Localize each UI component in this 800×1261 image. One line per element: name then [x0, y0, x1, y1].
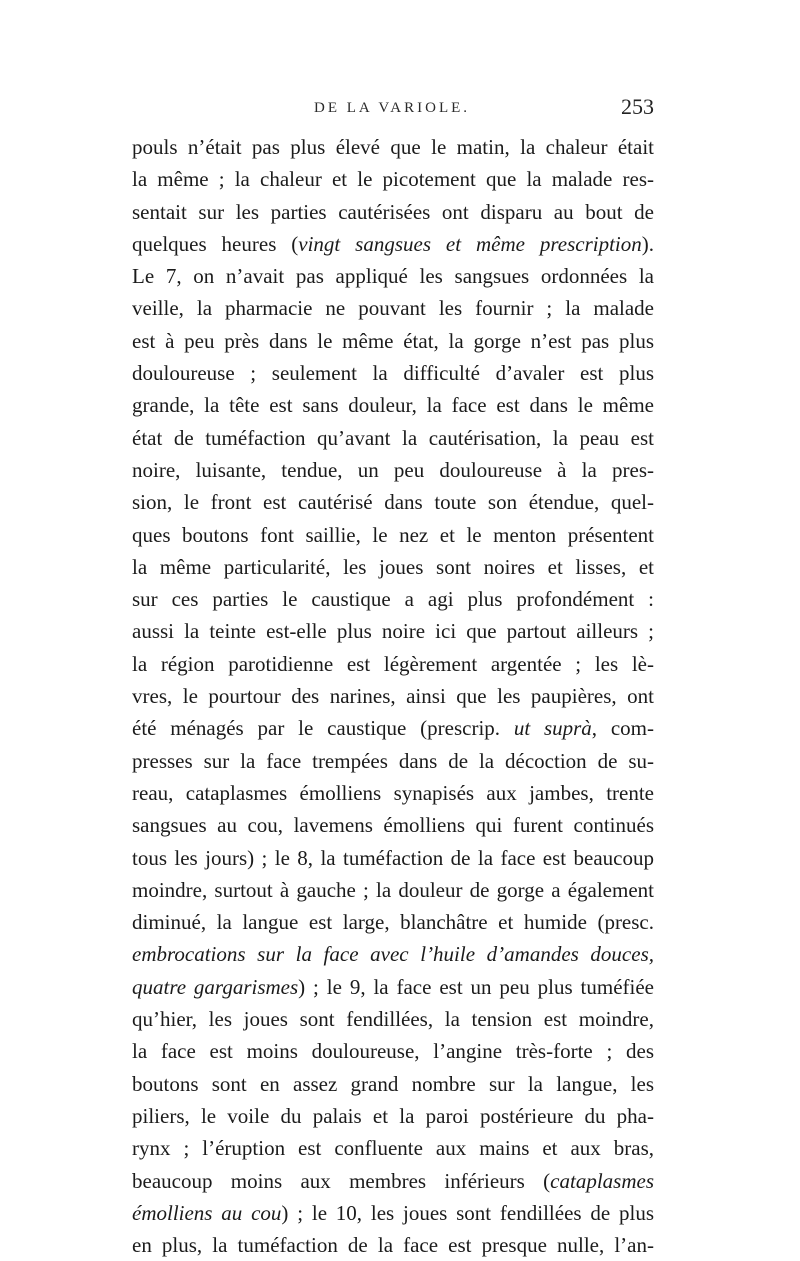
text-line [132, 680, 654, 712]
text-segment: qu’hier, les joues sont fendillées, la tension est moindre, [132, 1007, 654, 1032]
text-segment: veille, la pharmacie ne pouvant les fournir ; la malade [132, 296, 654, 321]
text-line [132, 1229, 654, 1261]
text-line [132, 292, 654, 324]
body-text [132, 131, 654, 1261]
text-segment: la face est moins douloureuse, l’angine très-forte ; des [132, 1039, 654, 1064]
text-line [132, 519, 654, 551]
text-line [132, 906, 654, 938]
italic-text: émolliens au cou [132, 1200, 282, 1225]
text-segment: en plus, la tuméfaction de la face est presque nulle, l’an- [132, 1233, 654, 1258]
text-line [132, 745, 654, 777]
italic-text: vingt sangsues et même prescription [298, 231, 642, 256]
text-line [132, 615, 654, 647]
text-line [132, 809, 654, 841]
text-segment: tous les jours) ; le 8, la tuméfaction de la face est beaucoup [132, 845, 654, 870]
text-line [132, 874, 654, 906]
text-segment: sion, le front est cautérisé dans toute son étendue, quel- [132, 490, 654, 515]
italic-text: cataplasmes [550, 1168, 654, 1193]
text-line [132, 389, 654, 421]
italic-text: quatre gargarismes [132, 974, 299, 999]
text-line [132, 454, 654, 486]
text-segment: sur ces parties le caustique a agi plus profondément : [132, 587, 654, 612]
text-line [132, 325, 654, 357]
text-line [132, 777, 654, 809]
page-header [132, 94, 654, 124]
text-line [132, 648, 654, 680]
text-line [132, 938, 654, 970]
text-segment: , com- [591, 716, 654, 741]
text-segment: quelques heures ( [132, 231, 299, 256]
text-line [132, 131, 654, 163]
text-line [132, 163, 654, 195]
text-segment: presses sur la face trempées dans de la décoction de su- [132, 748, 654, 773]
text-line [132, 1132, 654, 1164]
text-segment: aussi la teinte est-elle plus noire ici que partout ailleurs ; [132, 619, 654, 644]
italic-text: ut suprà [513, 716, 592, 741]
text-segment: ). [641, 231, 655, 256]
text-segment: grande, la tête est sans douleur, la face est dans le même [132, 393, 654, 418]
running-title: DE LA VARIOLE. [314, 100, 471, 116]
text-segment: la même ; la chaleur et le picotement que la malade res- [132, 167, 654, 192]
text-line [132, 712, 654, 744]
text-segment: été ménagés par le caustique (prescrip. [132, 716, 514, 741]
page-number: 253 [621, 94, 654, 119]
text-segment: rynx ; l’éruption est confluente aux mains et aux bras, [132, 1136, 654, 1161]
text-line [132, 842, 654, 874]
text-segment: pouls n’était pas plus élevé que le matin, la chaleur était [132, 135, 654, 159]
text-segment: piliers, le voile du palais et la paroi postérieure du pha- [132, 1103, 654, 1128]
text-segment: boutons sont en assez grand nombre sur la langue, les [132, 1071, 654, 1096]
text-segment: est à peu près dans le même état, la gorge n’est pas plus [132, 328, 654, 353]
text-segment: ) ; le 9, la face est un peu plus tuméfiée [298, 974, 654, 999]
text-segment: noire, luisante, tendue, un peu douloureuse à la pres- [132, 457, 654, 482]
italic-text: embrocations sur la face avec l’huile d’amandes douces, [132, 942, 654, 967]
text-segment: la même particularité, les joues sont noires et lisses, et [132, 554, 654, 579]
text-line [132, 1100, 654, 1132]
text-segment: diminué, la langue est large, blanchâtre et humide (presc. [132, 910, 654, 935]
text-line [132, 583, 654, 615]
text-line [132, 551, 654, 583]
text-line [132, 1003, 654, 1035]
text-segment: douloureuse ; seulement la difficulté d’avaler est plus [132, 361, 654, 386]
text-segment: vres, le pourtour des narines, ainsi que les paupières, ont [132, 684, 654, 709]
text-line [132, 1035, 654, 1067]
text-segment: ques boutons font saillie, le nez et le menton présentent [132, 522, 654, 547]
text-segment: ) ; le 10, les joues sont fendillées de plus [281, 1200, 654, 1225]
text-line [132, 260, 654, 292]
text-line [132, 228, 654, 260]
text-segment: sangsues au cou, lavemens émolliens qui furent continués [132, 813, 654, 838]
text-line [132, 486, 654, 518]
text-segment: reau, cataplasmes émolliens synapisés aux jambes, trente [132, 780, 654, 805]
text-segment: la région parotidienne est légèrement argentée ; les lè- [132, 651, 654, 676]
text-line [132, 1197, 654, 1229]
text-segment: état de tuméfaction qu’avant la cautérisation, la peau est [132, 425, 654, 450]
text-line [132, 357, 654, 389]
text-segment: moindre, surtout à gauche ; la douleur de gorge a également [132, 877, 654, 902]
text-segment: sentait sur les parties cautérisées ont disparu au bout de [132, 199, 654, 224]
text-line [132, 422, 654, 454]
text-line [132, 1068, 654, 1100]
text-line [132, 1165, 654, 1197]
text-segment: Le 7, on n’avait pas appliqué les sangsues ordonnées la [132, 264, 654, 289]
text-segment: beaucoup moins aux membres inférieurs ( [132, 1168, 551, 1193]
text-line [132, 971, 654, 1003]
text-line [132, 196, 654, 228]
